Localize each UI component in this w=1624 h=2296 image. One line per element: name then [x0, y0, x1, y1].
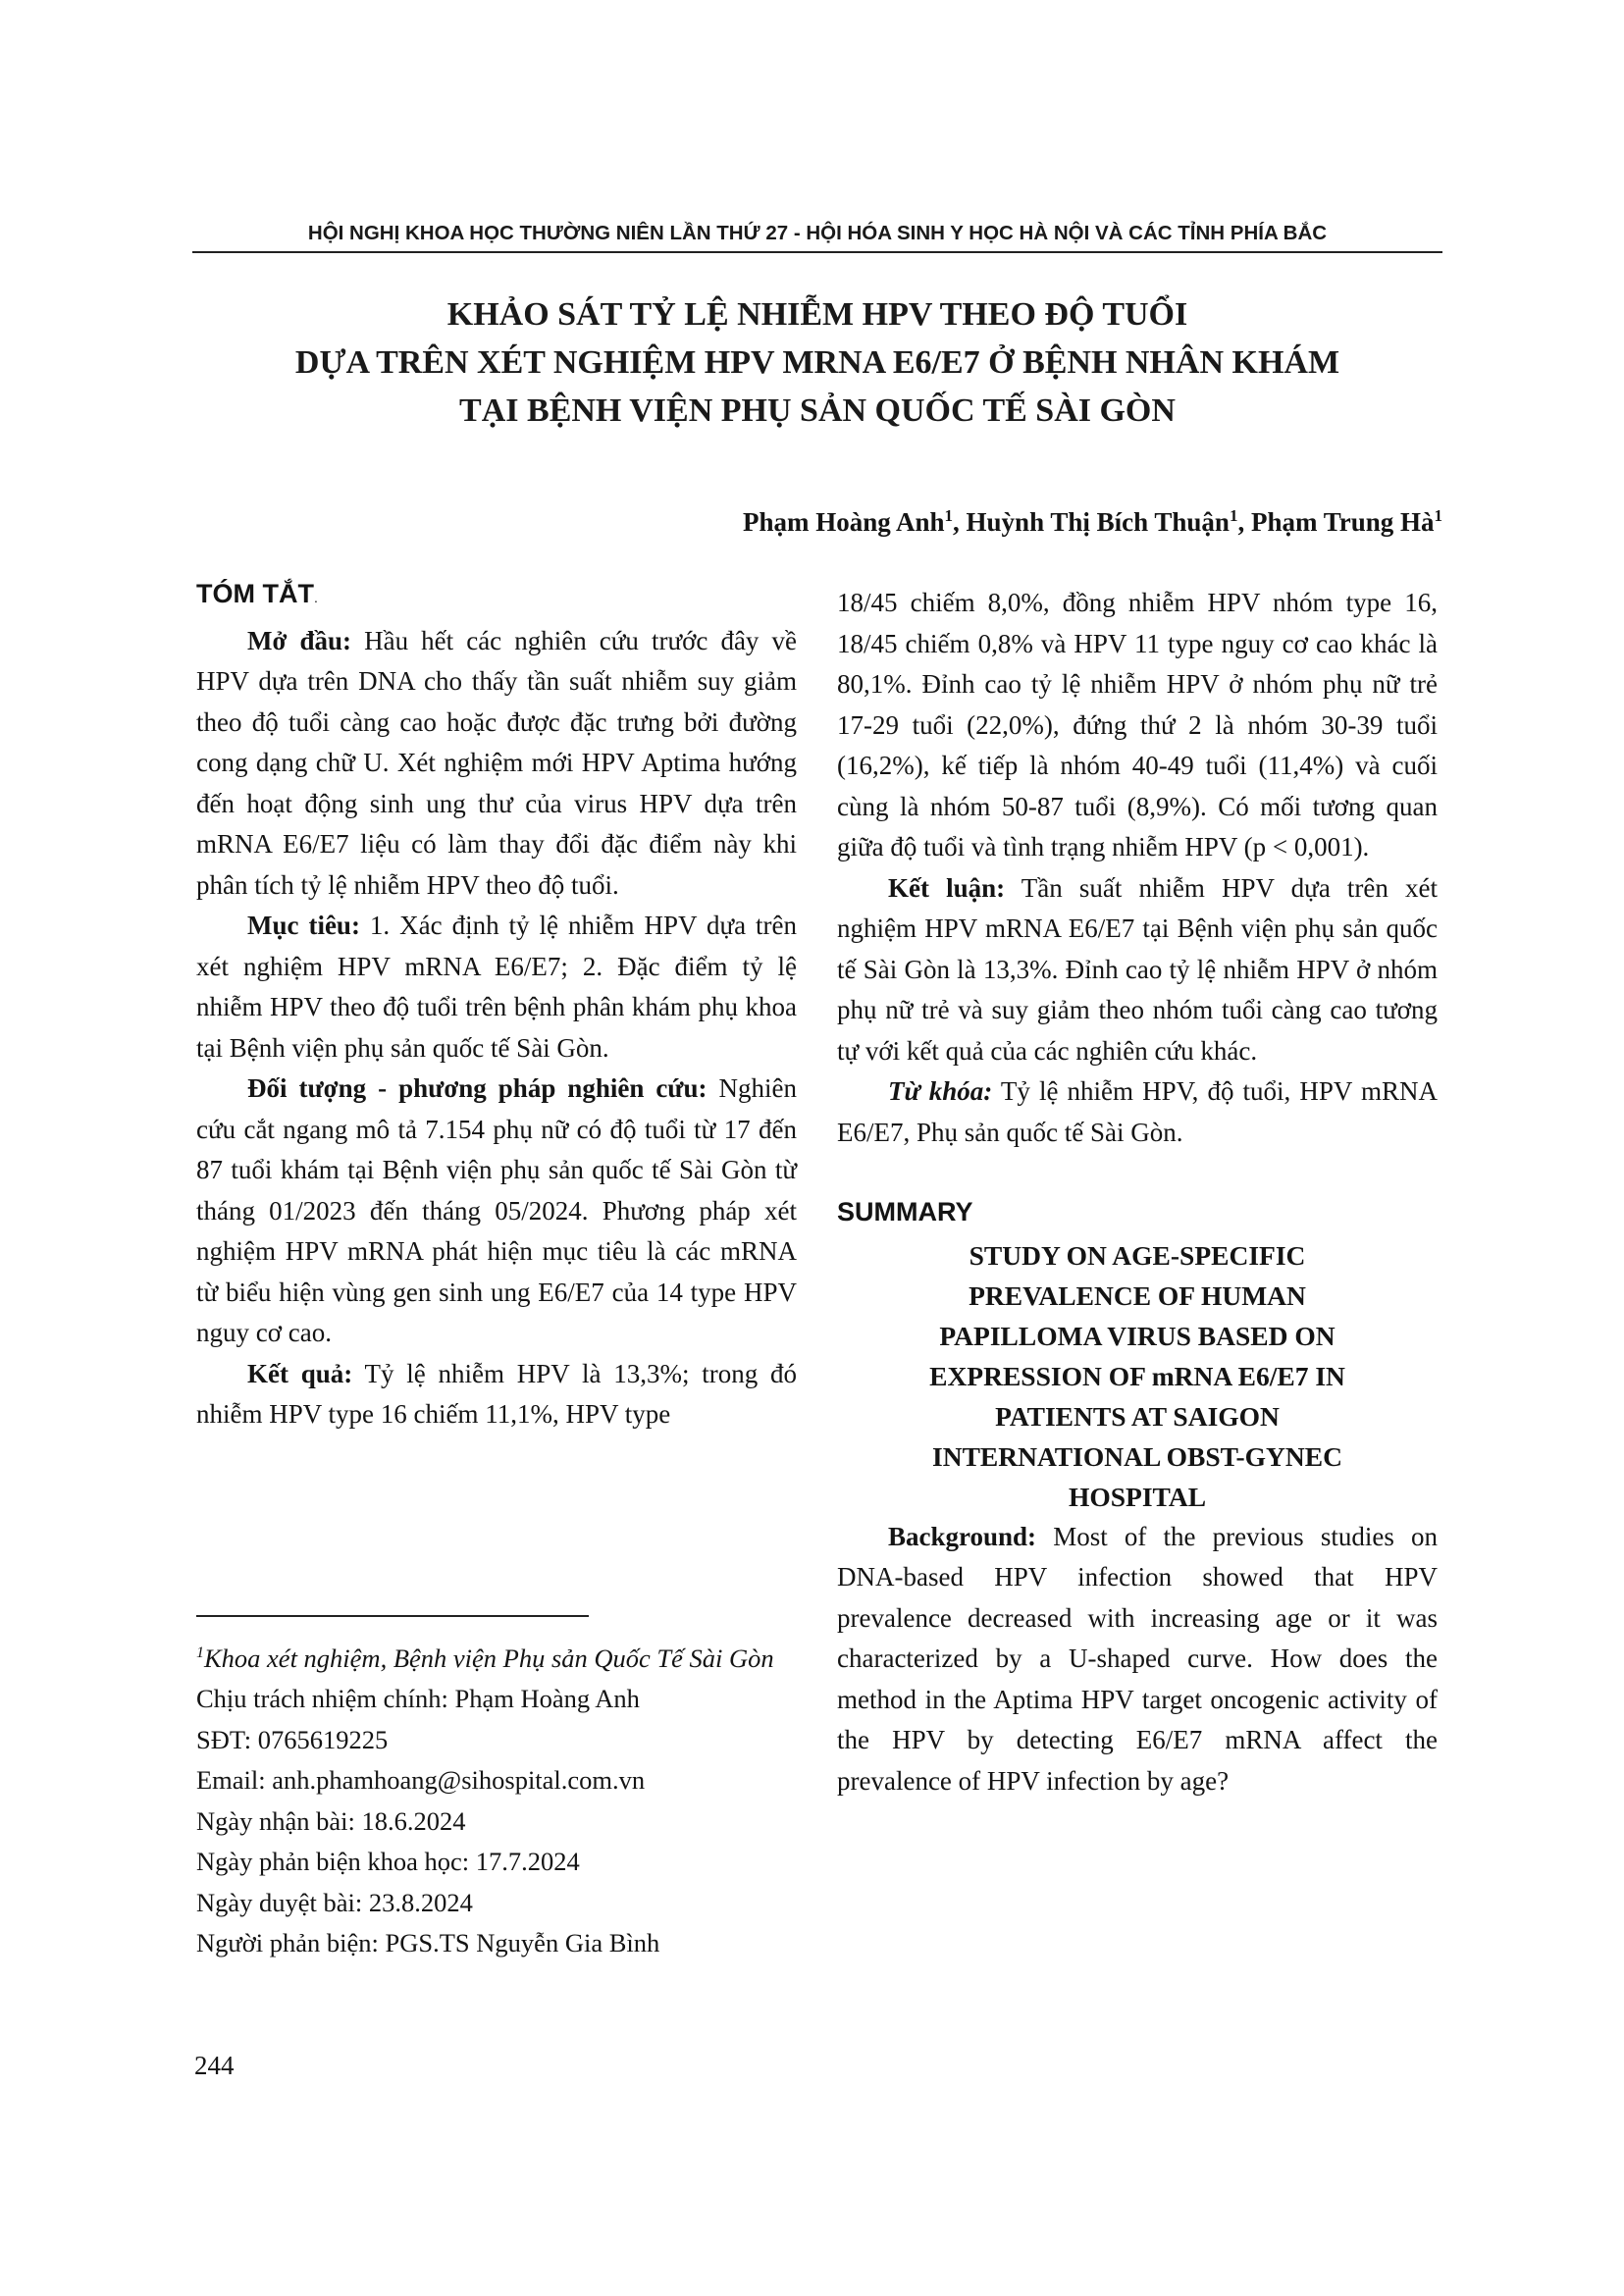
- objective-label: Mục tiêu:: [247, 911, 360, 940]
- footnotes: [196, 1633, 797, 1964]
- keywords-label: Từ khóa:: [888, 1076, 993, 1106]
- footnote-rule: [196, 1615, 589, 1617]
- title-line-3: TẠI BỆNH VIỆN PHỤ SẢN QUỐC TẾ SÀI GÒN: [459, 392, 1176, 429]
- abstract-heading-dot: .: [313, 590, 318, 605]
- author-list: [743, 506, 1442, 538]
- keywords-text: Tỷ lệ nhiễm HPV, độ tuổi, HPV mRNA E6/E7, Phụ sản quốc tế Sài Gòn.: [837, 1076, 1438, 1147]
- author-separator: ,: [1237, 507, 1251, 537]
- author-affiliation-sup: 1: [1229, 506, 1238, 525]
- abstract-heading: TÓM TẮT.: [196, 579, 318, 608]
- author-name: Phạm Hoàng Anh: [742, 507, 945, 537]
- conclusion-label: Kết luận:: [888, 872, 1006, 903]
- title-line-2: DỰA TRÊN XÉT NGHIỆM HPV MRNA E6/E7 Ở BỆNH NHÂN KHÁM: [294, 344, 1340, 381]
- page-number: 244: [194, 2051, 235, 2080]
- results-continued: 18/45 chiếm 8,0%, đồng nhiễm HPV nhóm type 16, 18/45 chiếm 0,8% và HPV 11 type nguy cơ cao khác là 80,1%. Đỉnh cao tỷ lệ nhiễm HPV ở nhóm phụ nữ trẻ 17-29 tuổi (22,0%), đứng thứ 2 là nhóm 30-39 tuổi (16,2%), kế tiếp là nhóm 40-49 tuổi (11,4%) và cuối cùng là nhóm 50-87 tuổi (8,9%). Có mối tương quan giữa độ tuổi và tình trạng nhiễm HPV (p < 0,001).: [837, 588, 1438, 861]
- summary-title-line: PATIENTS AT SAIGON: [995, 1400, 1280, 1432]
- abstract-results: [196, 1354, 797, 1435]
- summary-title-line: STUDY ON AGE-SPECIFIC: [969, 1239, 1306, 1271]
- conclusion-text: Tần suất nhiễm HPV dựa trên xét nghiệm HPV mRNA E6/E7 tại Bệnh viện phụ sản quốc tế Sài Gòn là 13,3%. Đỉnh cao tỷ lệ nhiễm HPV ở nhóm phụ nữ trẻ và suy giảm theo nhóm tuổi càng cao tương tự với kết quả của các nghiên cứu khác.: [837, 872, 1438, 1066]
- footnote-email[interactable]: Email: anh.phamhoang@sihospital.com.vn: [196, 1765, 646, 1796]
- affiliation-sup: 1: [196, 1644, 204, 1661]
- footnote-reviewed: Ngày phản biện khoa học: 17.7.2024: [196, 1847, 580, 1877]
- footnote-received: Ngày nhận bài: 18.6.2024: [196, 1805, 466, 1836]
- methods-label: Đối tượng - phương pháp nghiên cứu:: [247, 1073, 707, 1103]
- intro-label: Mở đầu:: [247, 625, 352, 655]
- summary-title-line: HOSPITAL: [1068, 1481, 1207, 1512]
- summary-title-line: PREVALENCE OF HUMAN: [969, 1279, 1306, 1311]
- abstract-keywords: [837, 1071, 1438, 1153]
- footnote-corresponding: Chịu trách nhiệm chính: Phạm Hoàng Anh: [196, 1684, 640, 1714]
- footnote-phone: SĐT: 0765619225: [196, 1724, 389, 1754]
- summary-title-line: EXPRESSION OF mRNA E6/E7 IN: [929, 1360, 1345, 1391]
- footnote-accepted: Ngày duyệt bài: 23.8.2024: [196, 1887, 473, 1917]
- summary-heading: SUMMARY: [837, 1197, 973, 1226]
- abstract-objective: [196, 906, 797, 1069]
- author-separator: ,: [953, 507, 967, 537]
- title-line-1: KHẢO SÁT TỶ LỆ NHIỄM HPV THEO ĐỘ TUỔI: [446, 296, 1188, 333]
- objective-text: 1. Xác định tỷ lệ nhiễm HPV dựa trên xét nghiệm HPV mRNA E6/E7; 2. Đặc điểm tỷ lệ nhiễm HPV theo độ tuổi trên bệnh phân khám phụ khoa tại Bệnh viện phụ sản quốc tế Sài Gòn.: [196, 911, 798, 1063]
- author-affiliation-sup: 1: [944, 506, 954, 525]
- summary-title-line: PAPILLOMA VIRUS BASED ON: [939, 1320, 1336, 1351]
- results-label: Kết quả:: [247, 1358, 353, 1388]
- author-affiliation-sup: 1: [1434, 506, 1442, 525]
- abstract-intro: [196, 621, 797, 907]
- summary-title-line: INTERNATIONAL OBST-GYNEC: [932, 1440, 1342, 1472]
- author-name: Huỳnh Thị Bích Thuận: [966, 507, 1230, 537]
- abstract-conclusion: [837, 868, 1438, 1072]
- header-rule: [192, 251, 1442, 253]
- running-header: HỘI NGHỊ KHOA HỌC THƯỜNG NIÊN LẦN THỨ 27 - HỘI HÓA SINH Y HỌC HÀ NỘI VÀ CÁC TỈNH PHÍA BẮC: [307, 222, 1328, 244]
- left-column: [196, 574, 797, 1435]
- footnote-affiliation: $^1$Khoa xét nghiệm, Bệnh viện Phụ sản Quốc Tế Sài Gòn: [196, 1643, 774, 1673]
- methods-text: Nghiên cứu cắt ngang mô tả 7.154 phụ nữ có độ tuổi từ 17 đến 87 tuổi khám tại Bệnh viện phụ sản quốc tế Sài Gòn từ tháng 01/2023 đến tháng 05/2024. Phương pháp xét nghiệm HPV mRNA phát hiện mục tiêu là các mRNA từ biểu hiện vùng gen sinh ung E6/E7 của 14 type HPV nguy cơ cao.: [196, 1073, 797, 1347]
- background-label: Background:: [888, 1521, 1037, 1551]
- summary-background: [837, 1517, 1438, 1802]
- intro-text: Hầu hết các nghiên cứu trước đây về HPV dựa trên DNA cho thấy tần suất nhiễm suy giảm theo độ tuổi càng cao hoặc được đặc trưng bởi đường cong dạng chữ U. Xét nghiệm mới HPV Aptima hướng đến hoạt động sinh ung thư của virus HPV dựa trên mRNA E6/E7 liệu có làm thay đổi đặc điểm này khi phân tích tỷ lệ nhiễm HPV theo độ tuổi.: [196, 625, 797, 900]
- abstract-methods: [196, 1069, 797, 1354]
- right-column: [837, 583, 1438, 1801]
- results-text: Tỷ lệ nhiễm HPV là 13,3%; trong đó nhiễm HPV type 16 chiếm 11,1%, HPV type: [196, 1358, 798, 1429]
- article-title: [192, 290, 1442, 435]
- footnote-reviewer: Người phản biện: PGS.TS Nguyễn Gia Bình: [196, 1928, 660, 1958]
- summary-title: [837, 1235, 1438, 1517]
- background-text: Most of the previous studies on DNA-based HPV infection showed that HPV prevalence decreased with increasing age or it was characterized by a U-shaped curve. How does the method in the Aptima HPV target oncogenic activity of the HPV by detecting E6/E7 mRNA affect the prevalence of HPV infection by age?: [837, 1521, 1438, 1796]
- author-name: Phạm Trung Hà: [1250, 507, 1435, 537]
